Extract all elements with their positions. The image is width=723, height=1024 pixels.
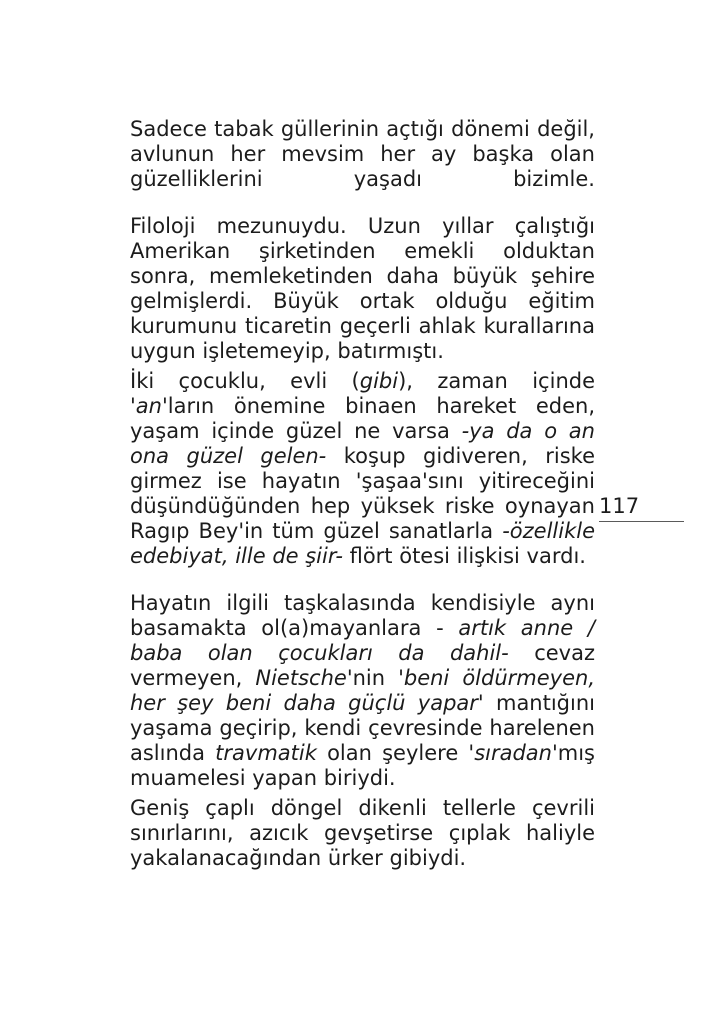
- page-number-block: [599, 494, 684, 522]
- paragraph-3: İki çocuklu, evli (gibi), zaman içinde 'an'ların önemine binaen hareket eden, yaşam içinde güzel ne varsa -ya da o an ona güzel gelen- koşup gidiveren, riske girmez ise hayatın 'şaşaa'sını yitireceğini düşündüğünden hep yüksek riske oynayan Ragıp Bey'in tüm güzel sanatlarla -özellikle edebiyat, ille de şiir- flört ötesi ilişkisi vardı.: [130, 369, 596, 568]
- text-block: [130, 117, 595, 871]
- page-number: 117: [599, 494, 640, 518]
- page-number-rule: [599, 521, 684, 522]
- paragraph-5: Geniş çaplı döngel dikenli tellerle çevrili sınırlarını, azıcık gevşetirse çıplak haliyle yakalanacağından ürker gibiydi.: [130, 796, 595, 870]
- paragraph-4: Hayatın ilgili taşkalasında kendisiyle aynı basamakta ol(a)mayanlara - artık anne / baba olan çocukları da dahil- cevaz vermeyen, Nietsche'nin 'beni öldürmeyen, her şey beni daha güçlü yapar' mantığını yaşama geçirip, kendi çevresinde harelenen aslında travmatik olan şeylere 'sıradan'mış muamelesi yapan biriydi.: [130, 591, 596, 790]
- paragraph-2: Filoloji mezunuydu. Uzun yıllar çalıştığı Amerikan şirketinden emekli olduktan sonra, memleketinden daha büyük şehire gelmişlerdi. Büyük ortak olduğu eğitim kurumunu ticaretin geçerli ahlak kurallarına uygun işletemeyip, batırmıştı.: [130, 214, 595, 363]
- paragraph-1: Sadece tabak güllerinin açtığı dönemi değil, avlunun her mevsim her ay başka olan güzelliklerini yaşadı bizimle.: [130, 117, 595, 191]
